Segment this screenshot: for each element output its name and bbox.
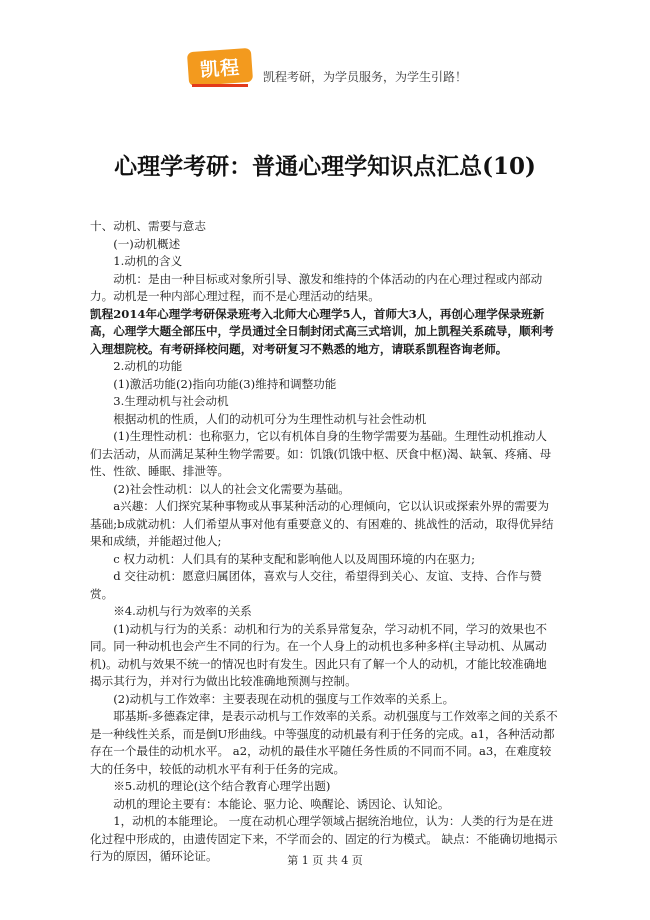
page-footer: 第 1 页 共 4 页 [287,854,363,867]
paragraph: 1，动机的本能理论。 一度在动机心理学领域占据统治地位，认为：人类的行为是在进化过程中形成的，由遗传固定下来，不学而会的、固定的行为模式。 缺点：不能确切地揭示行为的原因，循环论证。 [90,814,558,863]
header-slogan: 凯程考研，为学员服务，为学生引路！ [263,70,468,84]
logo-underline [192,84,248,87]
topic-heading: 2.动机的功能 [113,359,183,373]
topic-heading: ※5.动机的理论(这个结合教育心理学出题) [113,779,331,793]
kaicheng-logo [187,48,253,86]
document-body [90,218,558,866]
paragraph: 根据动机的性质，人们的动机可分为生理性动机与社会性动机 [113,411,427,426]
paragraph: (1)激活功能(2)指向功能(3)维持和调整功能 [113,376,337,391]
topic-heading: 1.动机的含义 [113,254,183,268]
subsection-heading: (一)动机概述 [113,236,181,251]
paragraph: 动机的理论主要有：本能论、驱力论、唤醒论、诱因论、认知论。 [113,796,450,811]
paragraph: d 交往动机：愿意归属团体，喜欢与人交往，希望得到关心、友谊、支持、合作与赞赏。 [90,569,542,601]
paragraph: (2)动机与工作效率：主要表现在动机的强度与工作效率的关系上。 [113,691,455,706]
page-title: 心理学考研：普通心理学知识点汇总(10) [114,153,536,180]
promo-paragraph: 凯程2014年心理学考研保录班考入北师大心理学5人，首师大3人，再创心理学保录班新高，心理学大题全部压中，学员通过全日制封闭式高三式培训，加上凯程关系疏导，顺利考入理想院校。有考研择校问题，对考研复习不熟悉的地方，请联系凯程咨询老师。 [90,306,554,356]
topic-heading: 3.生理动机与社会动机 [113,394,229,408]
paragraph: a兴趣：人们探究某种事物或从事某种活动的心理倾向，它以认识或探索外界的需要为基础;b成就动机：人们希望从事对他有重要意义的、有困难的、挑战性的活动，取得优异结果和成绩，并能超过他人; [90,499,554,548]
paragraph: (1)动机与行为的关系：动机和行为的关系异常复杂，学习动机不同，学习的效果也不同。同一种动机也会产生不同的行为。在一个人身上的动机也多种多样(主导动机、从属动机)。动机与效果不统一的情况也时有发生。因此只有了解一个人的动机，才能比较准确地揭示其行为，并对行为做出比较准确地预测与控制。 [90,621,547,688]
section-heading: 十、动机、需要与意志 [90,219,206,233]
paragraph: 耶基斯-多德森定律，是表示动机与工作效率的关系。动机强度与工作效率之间的关系不是一种线性关系，而是倒U形曲线。中等强度的动机最有利于任务的完成。a1，各种活动都存在一个最佳的动机水平。 a2，动机的最佳水平随任务性质的不同而不同。a3，在难度较大的任务中，较低的动机水平有利于任务的完成。 [90,709,558,776]
topic-heading: ※4.动机与行为效率的关系 [113,604,252,618]
paragraph: 动机：是由一种目标或对象所引导、激发和维持的个体活动的内在心理过程或内部动力。动机是一种内部心理过程，而不是心理活动的结果。 [90,271,543,303]
paragraph: c 权力动机：人们具有的某种支配和影响他人以及周围环境的内在驱力; [113,551,476,566]
paragraph: (1)生理性动机：也称驱力，它以有机体自身的生物学需要为基础。生理性动机推动人们去活动，从而满足某种生物学需要。如：饥饿(饥饿中枢、厌食中枢)渴、缺氧、疼痛、母性、性欲、睡眠、排泄等。 [90,429,552,478]
logo-text: 凯程 [199,56,241,82]
paragraph: (2)社会性动机：以人的社会文化需要为基础。 [113,481,350,496]
